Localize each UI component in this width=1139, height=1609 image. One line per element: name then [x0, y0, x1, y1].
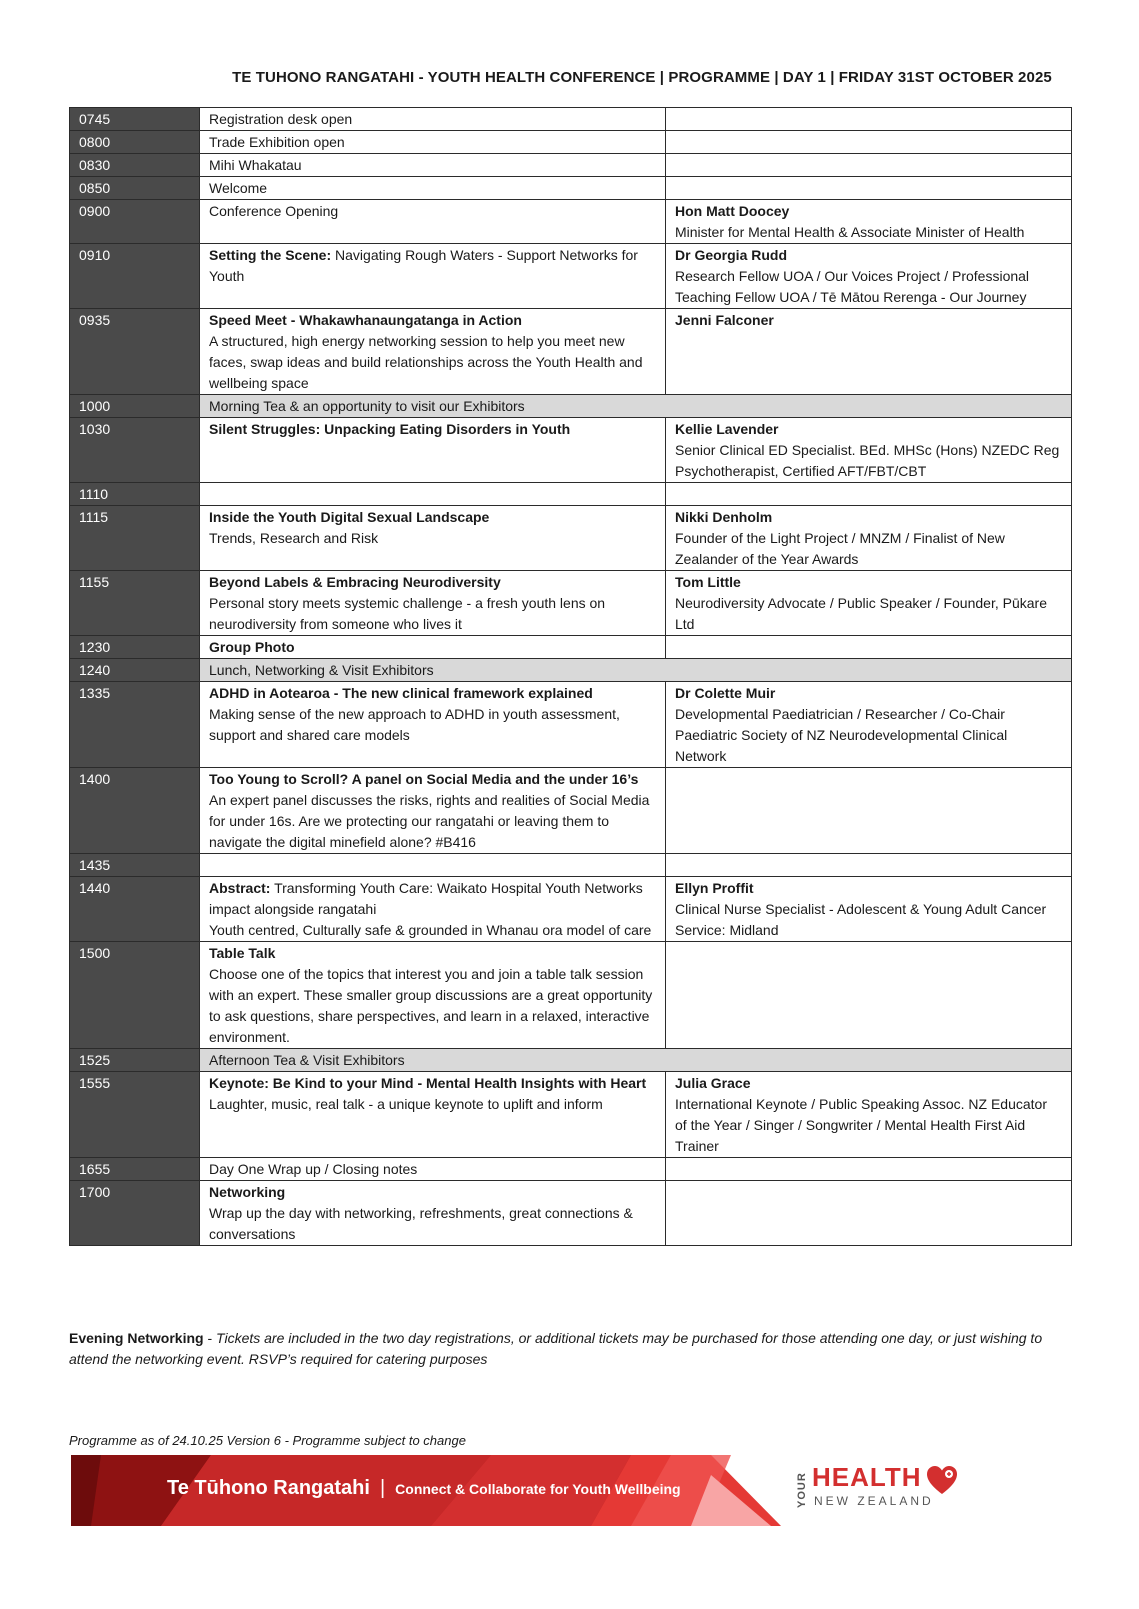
speaker-name: Jenni Falconer — [675, 312, 774, 328]
programme-row — [70, 854, 1072, 877]
session-description: Youth centred, Culturally safe & grounded in Whanau ora model of care — [209, 922, 652, 938]
session-activity: Conference Opening — [209, 203, 339, 219]
programme-row — [70, 1049, 1072, 1072]
session-time: 1440 — [70, 877, 200, 942]
session-title: Inside the Youth Digital Sexual Landscape — [209, 509, 490, 525]
session-details — [200, 418, 666, 483]
session-time: 1335 — [70, 682, 200, 768]
session-time: 1700 — [70, 1181, 200, 1246]
session-details — [200, 877, 666, 942]
programme-row — [70, 506, 1072, 571]
session-speaker — [666, 483, 1072, 506]
session-details — [200, 942, 666, 1049]
session-speaker — [666, 131, 1072, 154]
programme-row — [70, 877, 1072, 942]
session-activity: Registration desk open — [209, 111, 353, 127]
programme-row — [70, 418, 1072, 483]
session-time: 1030 — [70, 418, 200, 483]
session-speaker — [666, 636, 1072, 659]
session-details: Lunch, Networking & Visit Exhibitors — [200, 659, 1072, 682]
speaker-name: Hon Matt Doocey — [675, 203, 790, 219]
speaker-name: Ellyn Proffit — [675, 880, 754, 896]
session-speaker — [666, 418, 1072, 483]
session-speaker — [666, 177, 1072, 200]
speaker-name: Dr Georgia Rudd — [675, 247, 788, 263]
session-title: Speed Meet - Whakawhanaungatanga in Action — [209, 312, 522, 328]
programme-table — [69, 107, 1072, 1246]
session-title: Group Photo — [209, 639, 295, 655]
programme-row — [70, 154, 1072, 177]
speaker-detail: Research Fellow UOA / Our Voices Project / Professional Teaching Fellow UOA / Tē Mātou Rerenga - Our Journey — [675, 268, 1030, 305]
speaker-detail: Minister for Mental Health & Associate Minister of Health — [675, 224, 1025, 240]
session-activity: Welcome — [209, 180, 268, 196]
programme-row — [70, 571, 1072, 636]
session-time: 1500 — [70, 942, 200, 1049]
session-details — [200, 483, 666, 506]
speaker-name: Nikki Denholm — [675, 509, 773, 525]
session-details — [200, 682, 666, 768]
session-time: 1525 — [70, 1049, 200, 1072]
page-title: TE TUHONO RANGATAHI - YOUTH HEALTH CONFERENCE | PROGRAMME | DAY 1 | FRIDAY 31ST OCTOBER 2025 — [232, 69, 1052, 86]
session-title: Navigating Rough Waters - Support Networks for Youth — [209, 247, 638, 284]
session-speaker — [666, 571, 1072, 636]
session-title: Transforming Youth Care: Waikato Hospital Youth Networks impact alongside rangatahi — [209, 880, 643, 917]
session-speaker — [666, 309, 1072, 395]
session-title: Keynote: Be Kind to your Mind - Mental Health Insights with Heart — [209, 1075, 647, 1091]
session-time: 0910 — [70, 244, 200, 309]
session-speaker — [666, 154, 1072, 177]
session-time: 0900 — [70, 200, 200, 244]
session-title: Silent Struggles: Unpacking Eating Disorders in Youth — [209, 421, 571, 437]
programme-row — [70, 108, 1072, 131]
programme-row — [70, 200, 1072, 244]
session-description: Laughter, music, real talk - a unique keynote to uplift and inform — [209, 1096, 603, 1112]
session-time: 0800 — [70, 131, 200, 154]
speaker-name: Dr Colette Muir — [675, 685, 776, 701]
programme-row — [70, 942, 1072, 1049]
speaker-detail: Clinical Nurse Specialist - Adolescent & Young Adult Cancer Service: Midland — [675, 901, 1047, 938]
session-time: 1555 — [70, 1072, 200, 1158]
speaker-name: Tom Little — [675, 574, 741, 590]
session-details — [200, 309, 666, 395]
session-time: 1435 — [70, 854, 200, 877]
programme-row — [70, 177, 1072, 200]
session-details — [200, 636, 666, 659]
programme-row — [70, 682, 1072, 768]
programme-row — [70, 395, 1072, 418]
your-health-logo: YOUR HEALTH NEW ZEALAND — [796, 1458, 966, 1518]
session-activity: Trade Exhibition open — [209, 134, 345, 150]
programme-row — [70, 131, 1072, 154]
session-details — [200, 1072, 666, 1158]
session-details — [200, 768, 666, 854]
session-speaker — [666, 877, 1072, 942]
session-details — [200, 1158, 666, 1181]
session-details — [200, 200, 666, 244]
session-title-label: Setting the Scene: — [209, 247, 332, 263]
programme-row — [70, 636, 1072, 659]
session-time: 0830 — [70, 154, 200, 177]
speaker-detail: Developmental Paediatrician / Researcher / Co-Chair Paediatric Society of NZ Neurodevelopmental Clinical Network — [675, 706, 1008, 764]
session-details — [200, 244, 666, 309]
programme-row — [70, 768, 1072, 854]
evening-networking-text: Tickets are included in the two day registrations, or additional tickets may be purchased for those attending one day, or just wishing to attend the networking event. RSVP’s required for catering purposes — [69, 1330, 1043, 1367]
session-time: 1115 — [70, 506, 200, 571]
session-time: 1240 — [70, 659, 200, 682]
session-title: ADHD in Aotearoa - The new clinical framework explained — [209, 685, 593, 701]
session-speaker — [666, 1072, 1072, 1158]
session-description: Trends, Research and Risk — [209, 530, 379, 546]
session-details — [200, 1181, 666, 1246]
version-note: Programme as of 24.10.25 Version 6 - Programme subject to change — [69, 1433, 466, 1448]
session-title-label: Abstract: — [209, 880, 271, 896]
programme-row — [70, 483, 1072, 506]
session-time: 1655 — [70, 1158, 200, 1181]
session-speaker — [666, 682, 1072, 768]
session-time: 1230 — [70, 636, 200, 659]
session-description: Personal story meets systemic challenge - a fresh youth lens on neurodiversity from someone who lives it — [209, 595, 606, 632]
session-title: Table Talk — [209, 945, 276, 961]
session-description: An expert panel discusses the risks, rights and realities of Social Media for under 16s. Are we protecting our rangatahi or leaving them to navigate the digital minefield alone? #B416 — [209, 792, 650, 850]
session-details — [200, 131, 666, 154]
programme-row — [70, 1158, 1072, 1181]
programme-row — [70, 1072, 1072, 1158]
session-time: 1000 — [70, 395, 200, 418]
session-time: 1110 — [70, 483, 200, 506]
session-speaker — [666, 200, 1072, 244]
programme-row — [70, 659, 1072, 682]
session-speaker — [666, 768, 1072, 854]
session-speaker — [666, 1181, 1072, 1246]
session-details: Morning Tea & an opportunity to visit our Exhibitors — [200, 395, 1072, 418]
session-time: 1155 — [70, 571, 200, 636]
speaker-detail: Senior Clinical ED Specialist. BEd. MHSc (Hons) NZEDC Reg Psychotherapist, Certified AFT/FBT/CBT — [675, 442, 1060, 479]
session-title: Too Young to Scroll? A panel on Social Media and the under 16’s — [209, 771, 639, 787]
session-speaker — [666, 244, 1072, 309]
programme-row — [70, 309, 1072, 395]
session-time: 1400 — [70, 768, 200, 854]
evening-networking-label: Evening Networking — [69, 1330, 204, 1346]
programme-row — [70, 1181, 1072, 1246]
speaker-detail: International Keynote / Public Speaking Assoc. NZ Educator of the Year / Singer / Songwriter / Mental Health First Aid Trainer — [675, 1096, 1047, 1154]
speaker-detail: Neurodiversity Advocate / Public Speaker / Founder, Pūkare Ltd — [675, 595, 1047, 632]
session-time: 0850 — [70, 177, 200, 200]
session-details — [200, 108, 666, 131]
banner-title: Te Tūhono Rangatahi — [167, 1477, 370, 1499]
session-details — [200, 506, 666, 571]
session-description: Wrap up the day with networking, refreshments, great connections & conversations — [209, 1205, 633, 1242]
speaker-name: Julia Grace — [675, 1075, 751, 1091]
heart-icon — [925, 1464, 959, 1498]
session-time: 0935 — [70, 309, 200, 395]
session-description: Making sense of the new approach to ADHD in youth assessment, support and shared care models — [209, 706, 620, 743]
session-details — [200, 571, 666, 636]
banner-tagline: Connect & Collaborate for Youth Wellbeing — [395, 1481, 681, 1497]
session-speaker — [666, 1158, 1072, 1181]
speaker-detail: Founder of the Light Project / MNZM / Finalist of New Zealander of the Year Awards — [675, 530, 1005, 567]
session-details: Afternoon Tea & Visit Exhibitors — [200, 1049, 1072, 1072]
conference-banner: Te Tūhono Rangatahi | Connect & Collaborate for Youth Wellbeing — [71, 1455, 781, 1526]
session-speaker — [666, 942, 1072, 1049]
session-title: Networking — [209, 1184, 286, 1200]
session-activity: Mihi Whakatau — [209, 157, 302, 173]
session-speaker — [666, 854, 1072, 877]
session-time: 0745 — [70, 108, 200, 131]
session-details — [200, 154, 666, 177]
speaker-name: Kellie Lavender — [675, 421, 779, 437]
session-description: Choose one of the topics that interest you and join a table talk session with an expert. These smaller group discussions are a great opportunity to ask questions, share perspectives, and learn in a relaxed, interactive environment. — [209, 966, 653, 1045]
session-details — [200, 177, 666, 200]
programme-row — [70, 244, 1072, 309]
session-speaker — [666, 108, 1072, 131]
session-details — [200, 854, 666, 877]
session-activity: Day One Wrap up / Closing notes — [209, 1161, 418, 1177]
session-description: A structured, high energy networking session to help you meet new faces, swap ideas and build relationships across the Youth Health and wellbeing space — [209, 333, 643, 391]
session-title: Beyond Labels & Embracing Neurodiversity — [209, 574, 501, 590]
session-speaker — [666, 506, 1072, 571]
evening-networking-note: Evening Networking - Tickets are included in the two day registrations, or additional tickets may be purchased for those attending one day, or just wishing to attend the networking event. RSVP’s required for catering purposes — [69, 1330, 1043, 1367]
